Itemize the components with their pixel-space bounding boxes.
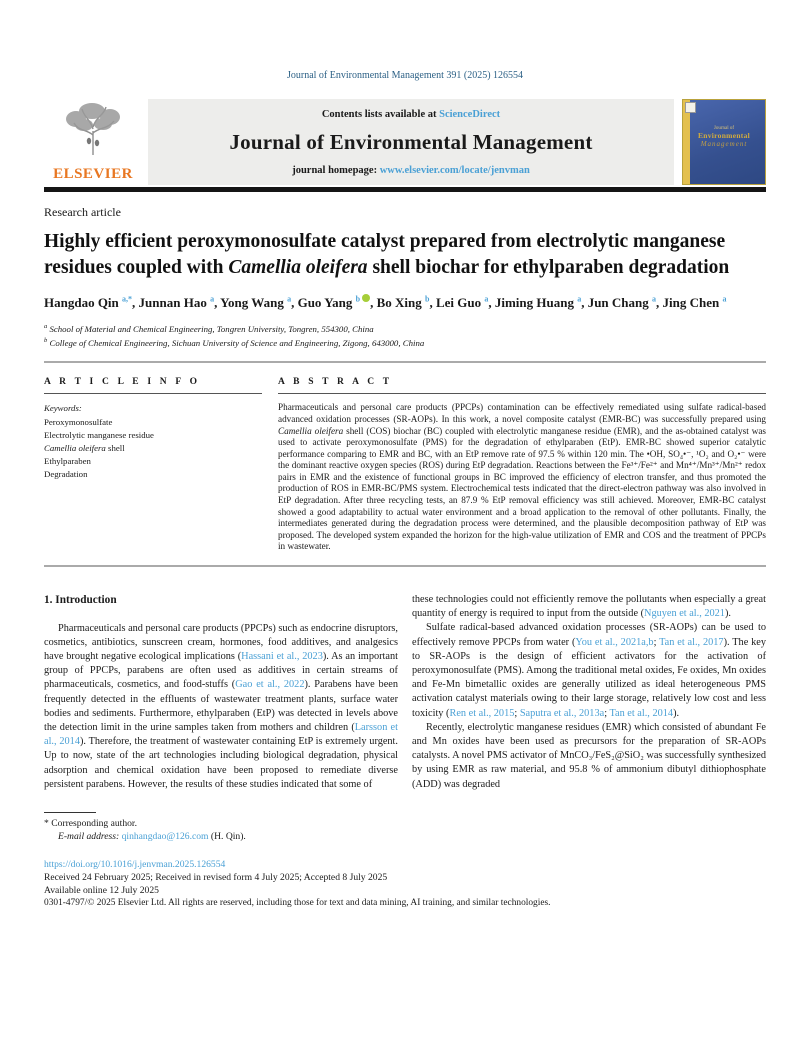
title-italic-segment: Camellia oleifera [228, 256, 368, 278]
available-online: Available online 12 July 2025 [44, 884, 159, 896]
article-info-heading: A R T I C L E I N F O [44, 377, 201, 388]
intro-left-paragraphs [44, 622, 398, 792]
article-type-label: Research article [44, 205, 121, 219]
journal-title: Journal of Environmental Management [229, 130, 593, 154]
author-name: Junnan Hao $^a$ [138, 295, 215, 311]
affiliation-line: $^a$ School of Material and Chemical Engineering, Tongren University, Tongren, 554300, China [44, 322, 374, 334]
title-segment: shell biochar for ethylparaben degradation [367, 256, 730, 278]
author-name: Hangdao Qin $^{a,*}$ [44, 295, 133, 311]
body-paragraph: Pharmaceuticals and personal care products (PPCPs) such as endocrine disruptors, cosmetics, antibiotics, sunscreen cream, hormones, food additives, and analgesics have brought negative ecological implications (Hassani et al., 2023). As an important group of PPCPs, parabens are often used as additives in certain streams of pharmaceuticals, cosmetics, and food-stuffs (Gao et al., 2022). Parabens have been frequently detected in the effluents of wastewater treatment plants, surface water bodies and sediments. Furthermore, ethylparaben (EtP) was detected in levels above the detection limit in the urine samples taken from mothers and children (Larsson et al., 2014). Therefore, the treatment of wastewater containing EtP is extremely urgent. Up to now, state of the art technologies including biological degradation, physical adsorption and chemical oxidation have been proposed to remediate diverse persistent parabens. However, the results of these studies indicated that some of [44, 622, 398, 790]
keyword-item: Camellia oleifera shell [44, 442, 125, 453]
journal-reference: Journal of Environmental Management 391 (2025) 126554 [286, 70, 524, 81]
keyword-item: Ethylparaben [44, 456, 91, 467]
abstract-bottom-divider [44, 565, 766, 567]
citation-link[interactable]: Hassani et al., 2023 [241, 651, 323, 663]
affiliation-line: $^b$ College of Chemical Engineering, Sichuan University of Science and Engineering, Zigong, 643000, China [44, 336, 425, 348]
journal-homepage-link[interactable]: www.elsevier.com/locate/jenvman [379, 165, 530, 176]
cover-title-management: Management [700, 140, 748, 148]
page-footer [44, 858, 766, 910]
author-list: Hangdao Qin $^{a,*}$, Junnan Hao $^a$, Yong Wang $^a$, Guo Yang $^b$ , Bo Xing $^b$, Lei Guo $^a$, Jiming Huang $^a$, Jun Chang $^a$, Jing Chen $^a$ [44, 295, 727, 311]
author-affiliation-sup: b [424, 295, 430, 305]
citation-link[interactable]: Saputra et al., 2013a [519, 707, 605, 719]
email-suffix: (H. Qin). [208, 831, 246, 843]
article-info-abstract-section [44, 377, 766, 553]
article-title [44, 229, 766, 280]
keywords-list [44, 416, 262, 482]
contents-line [156, 109, 666, 120]
citation-link[interactable]: Gao et al., 2022 [235, 679, 305, 691]
corresponding-author-line [44, 817, 766, 830]
corresponding-author-text: * Corresponding author. [44, 818, 137, 830]
elsevier-wordmark: ELSEVIER [53, 166, 133, 182]
author-affiliation-sup: a [652, 295, 657, 305]
corresponding-author-footnote [44, 812, 766, 844]
abstract-text: Pharmaceuticals and personal care products (PPCPs) contamination can be effectively remediated using sulfate radical-based advanced oxidation processes (SR-AOPs). In this work, a novel composite catalyst (EMR-BC) was successfully prepared using Camellia oleifera shell (COS) biochar (BC) coupled with electrolytic manganese residue (EMR), and the as-obtained catalyst was used to activate peroxymonosulfate (PMS) for the degradation of ethylparaben (EtP). EMR-BC showed superior catalytic performance comparing to EMR and BC, with an EtP remove rate of 97.5 % within 120 min. The •OH, SO₄•⁻, ¹O₂ and O₂•⁻ were the dominant reactive oxygen species (ROS) during EtP degradation. Reactions between the Fe³⁺/Fe²⁺ and Mn⁴⁺/Mn³⁺/Mn²⁺ redox pairs in EMR and the existence of functional groups in BC improved the efficiency of electron transfer, and thus promoted the production of ROS in EMR-BC/PMS system. Electrochemical tests indicated that the direct-electron pathway was also involved in EtP degradation. After three recycling tests, an 87.9 % EtP removal efficiency was still achieved. Moreover, EMR-BC catalyst showed a good adaptability to actual water environment and a broad application to the removal of other pollutants. Finally, the intermediates generated during the degradation process were determined, and the plausible decomposition pathway of EtP was proposed. The developed system expanded the horizon for the high-value utilization of EMR and COS and the treatment of PPCPs in wastewater. [278, 402, 766, 552]
intro-left-column [44, 593, 398, 792]
abstract-rule [278, 393, 766, 394]
elsevier-logo [44, 99, 148, 185]
author-affiliation-sup: a [210, 295, 215, 305]
author-name: Jun Chang $^a$ [587, 295, 657, 311]
citation-link[interactable]: Tan et al., 2017 [659, 636, 724, 648]
masthead-banner [148, 99, 674, 185]
contents-prefix: Contents lists available at [321, 109, 440, 120]
article-info-column [44, 377, 262, 553]
author-name: Bo Xing $^b$ [376, 295, 430, 311]
doi-link[interactable]: https://doi.org/10.1016/j.jenvman.2025.126554 [44, 858, 226, 870]
citation-link[interactable]: Nguyen et al., 2021 [644, 608, 725, 620]
keyword-item: Peroxymonosulfate [44, 416, 113, 427]
masthead-divider [44, 187, 766, 192]
email-line [44, 830, 766, 843]
author-affiliation-sup: a [722, 295, 727, 305]
journal-cover-thumbnail [682, 99, 766, 185]
keyword-item: Degradation [44, 469, 88, 480]
email-label: E-mail address: [58, 831, 122, 843]
keywords-block [44, 402, 262, 481]
elsevier-tree-icon [62, 101, 124, 164]
author-affiliation-sup: a,* [122, 295, 133, 305]
cover-journal-of: Journal of [713, 126, 735, 131]
author-affiliation-sup: a [577, 295, 582, 305]
body-paragraph: these technologies could not efficiently remove the pollutants when especially a great quantity of energy is required to input from the outside (Nguyen et al., 2021). [412, 594, 766, 620]
abstract-column [278, 377, 766, 553]
author-affiliation-sup: a [484, 295, 489, 305]
introduction-section [44, 593, 766, 792]
body-paragraph: Sulfate radical-based advanced oxidation processes (SR-AOPs) can be used to effectively remove PPCPs from water (You et al., 2021a,b; Tan et al., 2017). The key to SR-AOPs is the design of efficient activators for the activation of peroxymonosulfate (PMS). Among the traditional metal oxides, Fe oxides, Mn oxides and Fe-Mn bimetallic oxides are generally utilized as ideal heterogeneous PMS activation catalyst materials owing to their large storage, relatively low cost and less toxicity (Ren et al., 2015; Saputra et al., 2013a; Tan et al., 2014). [412, 622, 767, 719]
title-segment: Highly efficient peroxymonosulfate catalyst prepared from electrolytic manganese residues coupled with [44, 231, 726, 278]
section-divider [44, 361, 766, 363]
keywords-label: Keywords: [44, 403, 82, 414]
copyright-line: 0301-4797/© 2025 Elsevier Ltd. All rights are reserved, including those for text and data mining, AI training, and similar technologies. [44, 898, 551, 909]
citation-link[interactable]: You et al., 2021a,b [575, 636, 654, 648]
introduction-heading: 1. Introduction [44, 594, 117, 607]
author-name: Jing Chen $^a$ [662, 295, 727, 311]
cover-title-environmental: Environmental [697, 131, 751, 140]
sciencedirect-link[interactable]: ScienceDirect [439, 109, 501, 120]
received-dates: Received 24 February 2025; Received in revised form 4 July 2025; Accepted 8 July 2025 [44, 871, 388, 883]
orcid-icon[interactable] [362, 294, 370, 302]
author-affiliation-sup: b [355, 295, 361, 305]
email-link[interactable]: qinhangdao@126.com [121, 831, 209, 843]
body-paragraph: Recently, electrolytic manganese residues (EMR) which consisted of abundant Fe and Mn oxides have been used as precursors for the preparation of SR-AOPs catalysts. A novel PMS activator of MnCO₃/FeS₂@SiO₂ was successfully synthesized by using EMR as raw material, and 95.8 % of ammonium dibutyl dithiophosphate (ADD) was degraded [412, 721, 766, 790]
author-affiliation-sup: a [287, 295, 292, 305]
author-name: Guo Yang $^b$ [298, 295, 371, 310]
masthead [44, 99, 766, 185]
abstract-heading: A B S T R A C T [278, 377, 393, 388]
keyword-item: Electrolytic manganese residue [44, 429, 154, 440]
citation-link[interactable]: Ren et al., 2015 [449, 707, 515, 719]
article-info-rule [44, 393, 262, 394]
author-name: Lei Guo $^a$ [435, 295, 489, 311]
footnote-rule [44, 812, 96, 813]
citation-link[interactable]: Tan et al., 2014 [609, 707, 674, 719]
intro-right-paragraphs [412, 593, 766, 792]
citation-link[interactable]: Larsson et al., 2014 [44, 722, 398, 748]
intro-right-column [412, 593, 766, 792]
homepage-line [156, 165, 666, 176]
author-name: Jiming Huang $^a$ [494, 295, 582, 311]
cover-corner-icon [685, 102, 696, 113]
homepage-prefix: journal homepage: [292, 165, 380, 176]
author-name: Yong Wang $^a$ [220, 295, 292, 311]
affiliation-list [44, 322, 766, 349]
